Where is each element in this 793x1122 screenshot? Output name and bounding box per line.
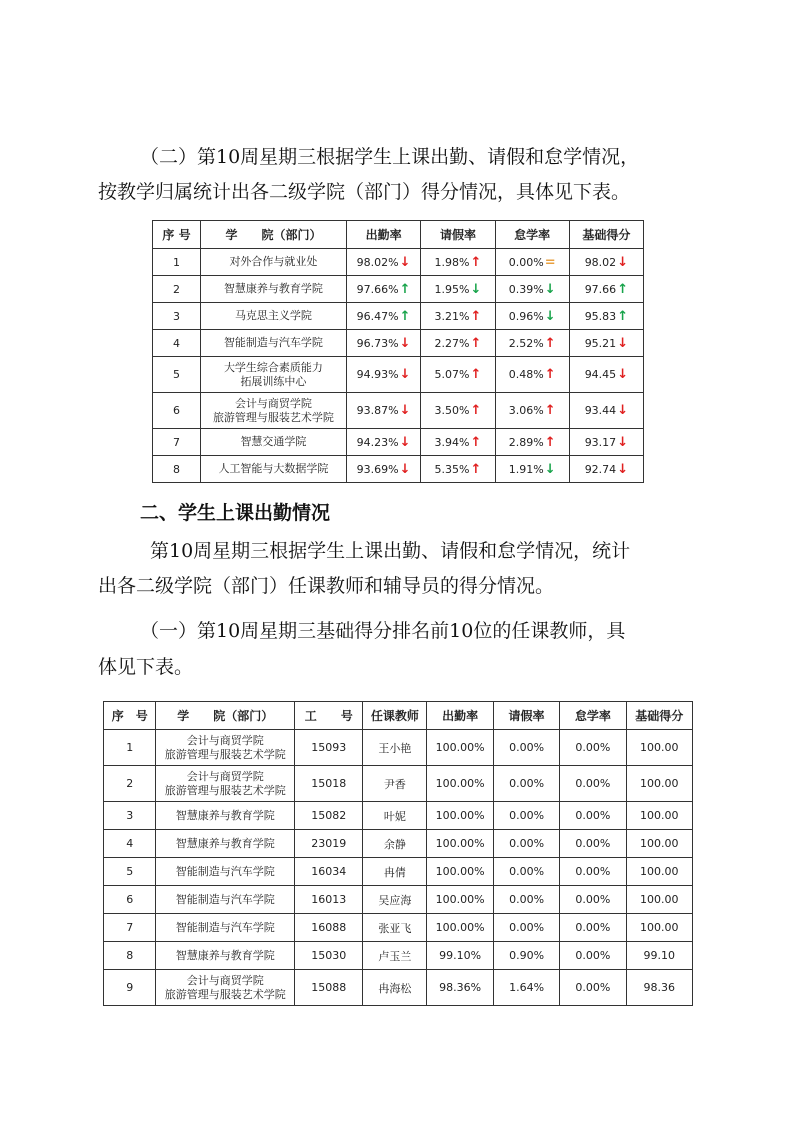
cell-value: 93.44 xyxy=(584,404,617,417)
college-cell xyxy=(201,393,347,429)
teacher-name-cell: 王小艳 xyxy=(363,730,427,766)
leave-rate-cell: 0.00% xyxy=(493,886,559,914)
leave-rate-cell xyxy=(421,330,495,357)
arrow-up-icon: ↑ xyxy=(470,403,482,418)
row-number-cell: 4 xyxy=(104,830,156,858)
cell-value: 0.39% xyxy=(508,282,544,296)
truancy-rate-cell: 0.00% xyxy=(560,886,626,914)
cell-value: 96.73% xyxy=(356,336,399,350)
leave-rate-cell xyxy=(421,456,495,483)
score-cell xyxy=(569,456,643,483)
score-cell xyxy=(569,303,643,330)
score-cell: 100.00 xyxy=(626,802,692,830)
arrow-down-icon: ↓ xyxy=(399,254,411,270)
row-number-cell: 1 xyxy=(153,249,201,276)
score-cell xyxy=(569,357,643,393)
teacher-ranking-table xyxy=(103,701,693,1006)
staff-id-cell: 16088 xyxy=(295,914,363,942)
table-row xyxy=(153,456,644,483)
arrow-up-icon: ↑ xyxy=(470,461,482,477)
college-cell xyxy=(156,970,295,1006)
score-cell: 100.00 xyxy=(626,730,692,766)
cell-value: 0.00% xyxy=(508,255,544,269)
cell-value: 1.95% xyxy=(434,282,470,296)
cell-value: 94.45 xyxy=(584,368,617,381)
attendance-cell xyxy=(346,357,420,393)
college-name: 智能制造与汽车学院 xyxy=(175,920,275,934)
college-cell xyxy=(201,249,347,276)
leave-rate-cell xyxy=(421,303,495,330)
arrow-up-icon: ↑ xyxy=(470,434,482,450)
college-name: 智能制造与汽车学院 xyxy=(175,892,275,906)
leave-rate-cell: 0.00% xyxy=(493,858,559,886)
arrow-up-icon: ↑ xyxy=(470,335,482,351)
header-cell: 出勤率 xyxy=(346,221,420,249)
leave-rate-cell xyxy=(421,276,495,303)
college-name: 拓展训练中心 xyxy=(240,374,307,388)
teacher-name-cell: 张亚飞 xyxy=(363,914,427,942)
truancy-rate-cell xyxy=(495,393,569,429)
college-name: 旅游管理与服装艺术学院 xyxy=(212,410,334,424)
row-number-cell: 4 xyxy=(153,330,201,357)
college-cell xyxy=(156,730,295,766)
college-name: 智慧康养与教育学院 xyxy=(175,808,275,822)
arrow-down-icon: ↓ xyxy=(399,434,411,450)
arrow-down-icon: ↓ xyxy=(544,461,556,477)
arrow-up-icon: ↑ xyxy=(617,308,629,324)
leave-rate-cell xyxy=(421,357,495,393)
cell-value: 3.21% xyxy=(434,309,470,323)
attendance-cell: 100.00% xyxy=(427,858,494,886)
college-cell xyxy=(201,456,347,483)
college-cell xyxy=(201,303,347,330)
table-row xyxy=(104,886,693,914)
table-row xyxy=(153,429,644,456)
cell-value: 5.35% xyxy=(434,462,470,476)
staff-id-cell: 15088 xyxy=(295,970,363,1006)
truancy-rate-cell xyxy=(495,357,569,393)
truancy-rate-cell xyxy=(495,303,569,330)
cell-value: 2.27% xyxy=(434,336,470,350)
cell-value: 95.21 xyxy=(584,336,617,350)
college-name: 会计与商贸学院 xyxy=(234,396,312,410)
college-cell xyxy=(201,276,347,303)
arrow-down-icon: ↓ xyxy=(617,461,629,477)
arrow-down-icon: ↓ xyxy=(399,335,411,351)
paragraph-line: 按教学归属统计出各二级学院（部门）得分情况，具体见下表。 xyxy=(98,181,631,203)
attendance-cell: 98.36% xyxy=(427,970,494,1006)
attendance-cell xyxy=(346,429,420,456)
college-cell xyxy=(156,830,295,858)
table-row xyxy=(153,276,644,303)
arrow-down-icon: ↓ xyxy=(544,308,556,324)
college-name: 会计与商贸学院 xyxy=(186,973,264,987)
table-row xyxy=(104,858,693,886)
truancy-rate-cell: 0.00% xyxy=(560,730,626,766)
college-cell xyxy=(201,357,347,393)
college-cell xyxy=(156,942,295,970)
leave-rate-cell xyxy=(421,249,495,276)
cell-value: 98.02% xyxy=(356,255,399,269)
college-name: 会计与商贸学院 xyxy=(186,733,264,747)
header-cell: 请假率 xyxy=(493,702,559,730)
leave-rate-cell: 0.00% xyxy=(493,830,559,858)
cell-value: 98.02 xyxy=(584,255,617,269)
score-cell xyxy=(569,249,643,276)
row-number-cell: 2 xyxy=(104,766,156,802)
arrow-up-icon: ↑ xyxy=(470,367,482,382)
cell-value: 0.48% xyxy=(508,368,544,381)
teacher-name-cell: 卢玉兰 xyxy=(363,942,427,970)
college-cell xyxy=(201,429,347,456)
equal-icon: = xyxy=(544,254,556,270)
header-cell: 怠学率 xyxy=(560,702,626,730)
score-cell: 100.00 xyxy=(626,766,692,802)
leave-rate-cell: 0.00% xyxy=(493,802,559,830)
attendance-cell: 100.00% xyxy=(427,830,494,858)
cell-value: 92.74 xyxy=(584,462,617,476)
score-cell: 100.00 xyxy=(626,886,692,914)
cell-value: 96.47% xyxy=(356,309,399,323)
cell-value: 2.52% xyxy=(508,336,544,350)
score-cell xyxy=(569,429,643,456)
row-number-cell: 3 xyxy=(104,802,156,830)
college-cell xyxy=(156,886,295,914)
college-name: 大学生综合素质能力 xyxy=(223,360,323,374)
teacher-name-cell: 吴应海 xyxy=(363,886,427,914)
header-cell: 基础得分 xyxy=(569,221,643,249)
arrow-down-icon: ↓ xyxy=(617,335,629,351)
cell-value: 1.91% xyxy=(508,462,544,476)
header-cell: 学 院（部门） xyxy=(201,221,347,249)
row-number-cell: 5 xyxy=(104,858,156,886)
college-name: 旅游管理与服装艺术学院 xyxy=(164,987,286,1001)
arrow-up-icon: ↑ xyxy=(617,281,629,297)
college-name: 马克思主义学院 xyxy=(234,309,312,322)
truancy-rate-cell: 0.00% xyxy=(560,942,626,970)
header-cell: 工 号 xyxy=(295,702,363,730)
leave-rate-cell: 0.90% xyxy=(493,942,559,970)
college-name: 旅游管理与服装艺术学院 xyxy=(164,747,286,761)
truancy-rate-cell: 0.00% xyxy=(560,914,626,942)
attendance-cell: 100.00% xyxy=(427,766,494,802)
score-cell xyxy=(569,276,643,303)
score-cell xyxy=(569,330,643,357)
score-cell: 100.00 xyxy=(626,858,692,886)
truancy-rate-cell xyxy=(495,249,569,276)
truancy-rate-cell xyxy=(495,276,569,303)
teacher-name-cell: 冉海松 xyxy=(363,970,427,1006)
row-number-cell: 6 xyxy=(153,393,201,429)
college-cell xyxy=(201,330,347,357)
truancy-rate-cell: 0.00% xyxy=(560,830,626,858)
header-cell: 学 院（部门） xyxy=(156,702,295,730)
staff-id-cell: 15093 xyxy=(295,730,363,766)
college-name: 智能制造与汽车学院 xyxy=(223,336,323,349)
arrow-up-icon: ↑ xyxy=(544,367,556,382)
row-number-cell: 6 xyxy=(104,886,156,914)
cell-value: 93.69% xyxy=(356,462,399,476)
truancy-rate-cell xyxy=(495,330,569,357)
paragraph-line: 第10周星期三根据学生上课出勤、请假和怠学情况，统计 xyxy=(150,540,631,562)
paragraph-line: 出各二级学院（部门）任课教师和辅导员的得分情况。 xyxy=(98,575,555,597)
arrow-up-icon: ↑ xyxy=(470,254,482,270)
score-cell: 100.00 xyxy=(626,830,692,858)
cell-value: 1.98% xyxy=(434,255,470,269)
attendance-cell xyxy=(346,249,420,276)
cell-value: 3.50% xyxy=(434,404,470,417)
header-cell: 序 号 xyxy=(104,702,156,730)
leave-rate-cell xyxy=(421,429,495,456)
college-cell xyxy=(156,858,295,886)
truancy-rate-cell xyxy=(495,429,569,456)
leave-rate-cell: 0.00% xyxy=(493,730,559,766)
arrow-up-icon: ↑ xyxy=(544,434,556,450)
college-name: 对外合作与就业处 xyxy=(229,255,318,268)
paragraph-line: （一）第10周星期三基础得分排名前10位的任课教师，具 xyxy=(140,620,626,642)
arrow-down-icon: ↓ xyxy=(617,434,629,450)
college-cell xyxy=(156,914,295,942)
arrow-down-icon: ↓ xyxy=(617,254,629,270)
table-row xyxy=(104,942,693,970)
cell-value: 97.66 xyxy=(584,282,617,296)
college-name: 会计与商贸学院 xyxy=(186,769,264,783)
header-cell: 基础得分 xyxy=(626,702,692,730)
attendance-cell xyxy=(346,276,420,303)
table-row xyxy=(153,303,644,330)
arrow-down-icon: ↓ xyxy=(544,281,556,297)
cell-value: 3.94% xyxy=(434,435,470,449)
row-number-cell: 3 xyxy=(153,303,201,330)
truancy-rate-cell: 0.00% xyxy=(560,802,626,830)
staff-id-cell: 16013 xyxy=(295,886,363,914)
cell-value: 0.96% xyxy=(508,309,544,323)
arrow-down-icon: ↓ xyxy=(399,461,411,477)
row-number-cell: 8 xyxy=(104,942,156,970)
arrow-up-icon: ↑ xyxy=(544,403,556,418)
college-name: 智能制造与汽车学院 xyxy=(175,864,275,878)
attendance-cell xyxy=(346,456,420,483)
college-name: 智慧康养与教育学院 xyxy=(223,282,323,295)
attendance-cell: 100.00% xyxy=(427,914,494,942)
college-cell xyxy=(156,802,295,830)
row-number-cell: 7 xyxy=(104,914,156,942)
cell-value: 2.89% xyxy=(508,435,544,449)
leave-rate-cell xyxy=(421,393,495,429)
staff-id-cell: 23019 xyxy=(295,830,363,858)
college-name: 智慧交通学院 xyxy=(240,435,307,448)
table-row xyxy=(104,914,693,942)
header-cell: 任课教师 xyxy=(363,702,427,730)
arrow-down-icon: ↓ xyxy=(399,367,411,382)
staff-id-cell: 15018 xyxy=(295,766,363,802)
cell-value: 95.83 xyxy=(584,309,617,323)
table-row xyxy=(104,766,693,802)
table-row xyxy=(104,802,693,830)
teacher-name-cell: 尹香 xyxy=(363,766,427,802)
cell-value: 3.06% xyxy=(508,404,544,417)
cell-value: 97.66% xyxy=(356,282,399,296)
leave-rate-cell: 0.00% xyxy=(493,914,559,942)
arrow-up-icon: ↑ xyxy=(399,308,411,324)
college-cell xyxy=(156,766,295,802)
header-cell: 序 号 xyxy=(153,221,201,249)
attendance-cell xyxy=(346,393,420,429)
table-row xyxy=(104,830,693,858)
college-name: 智慧康养与教育学院 xyxy=(175,948,275,962)
attendance-cell: 100.00% xyxy=(427,802,494,830)
score-cell: 98.36 xyxy=(626,970,692,1006)
attendance-cell xyxy=(346,330,420,357)
table-row xyxy=(104,730,693,766)
paragraph-line: （二）第10周星期三根据学生上课出勤、请假和怠学情况， xyxy=(140,146,640,168)
header-cell: 出勤率 xyxy=(427,702,494,730)
teacher-name-cell: 叶妮 xyxy=(363,802,427,830)
row-number-cell: 5 xyxy=(153,357,201,393)
attendance-cell: 100.00% xyxy=(427,730,494,766)
row-number-cell: 1 xyxy=(104,730,156,766)
truancy-rate-cell: 0.00% xyxy=(560,766,626,802)
arrow-down-icon: ↓ xyxy=(399,403,411,418)
cell-value: 94.23% xyxy=(356,435,399,449)
table-header-row xyxy=(104,702,693,730)
staff-id-cell: 15030 xyxy=(295,942,363,970)
cell-value: 93.17 xyxy=(584,435,617,449)
table-row xyxy=(153,357,644,393)
header-cell: 怠学率 xyxy=(495,221,569,249)
table-row xyxy=(153,393,644,429)
arrow-up-icon: ↑ xyxy=(470,308,482,324)
table-row xyxy=(153,249,644,276)
table-row xyxy=(104,970,693,1006)
truancy-rate-cell xyxy=(495,456,569,483)
row-number-cell: 7 xyxy=(153,429,201,456)
truancy-rate-cell: 0.00% xyxy=(560,858,626,886)
attendance-cell: 99.10% xyxy=(427,942,494,970)
truancy-rate-cell: 0.00% xyxy=(560,970,626,1006)
teacher-name-cell: 余静 xyxy=(363,830,427,858)
teacher-name-cell: 冉倩 xyxy=(363,858,427,886)
score-cell xyxy=(569,393,643,429)
cell-value: 93.87% xyxy=(356,404,399,417)
paragraph-line: 体见下表。 xyxy=(98,656,194,678)
row-number-cell: 2 xyxy=(153,276,201,303)
cell-value: 5.07% xyxy=(434,368,470,381)
row-number-cell: 9 xyxy=(104,970,156,1006)
college-name: 智慧康养与教育学院 xyxy=(175,836,275,850)
arrow-up-icon: ↑ xyxy=(544,335,556,351)
score-cell: 99.10 xyxy=(626,942,692,970)
table-header-row xyxy=(153,221,644,249)
header-cell: 请假率 xyxy=(421,221,495,249)
leave-rate-cell: 0.00% xyxy=(493,766,559,802)
score-cell: 100.00 xyxy=(626,914,692,942)
cell-value: 94.93% xyxy=(356,368,399,381)
arrow-down-icon: ↓ xyxy=(617,403,629,418)
arrow-down-icon: ↓ xyxy=(617,367,629,382)
staff-id-cell: 16034 xyxy=(295,858,363,886)
college-score-table xyxy=(152,220,644,483)
attendance-cell xyxy=(346,303,420,330)
attendance-cell: 100.00% xyxy=(427,886,494,914)
arrow-down-icon: ↓ xyxy=(470,281,482,297)
college-name: 旅游管理与服装艺术学院 xyxy=(164,783,286,797)
table-row xyxy=(153,330,644,357)
college-name: 人工智能与大数据学院 xyxy=(218,462,329,475)
row-number-cell: 8 xyxy=(153,456,201,483)
arrow-up-icon: ↑ xyxy=(399,281,411,297)
leave-rate-cell: 1.64% xyxy=(493,970,559,1006)
section-heading: 二、学生上课出勤情况 xyxy=(140,502,331,524)
staff-id-cell: 15082 xyxy=(295,802,363,830)
